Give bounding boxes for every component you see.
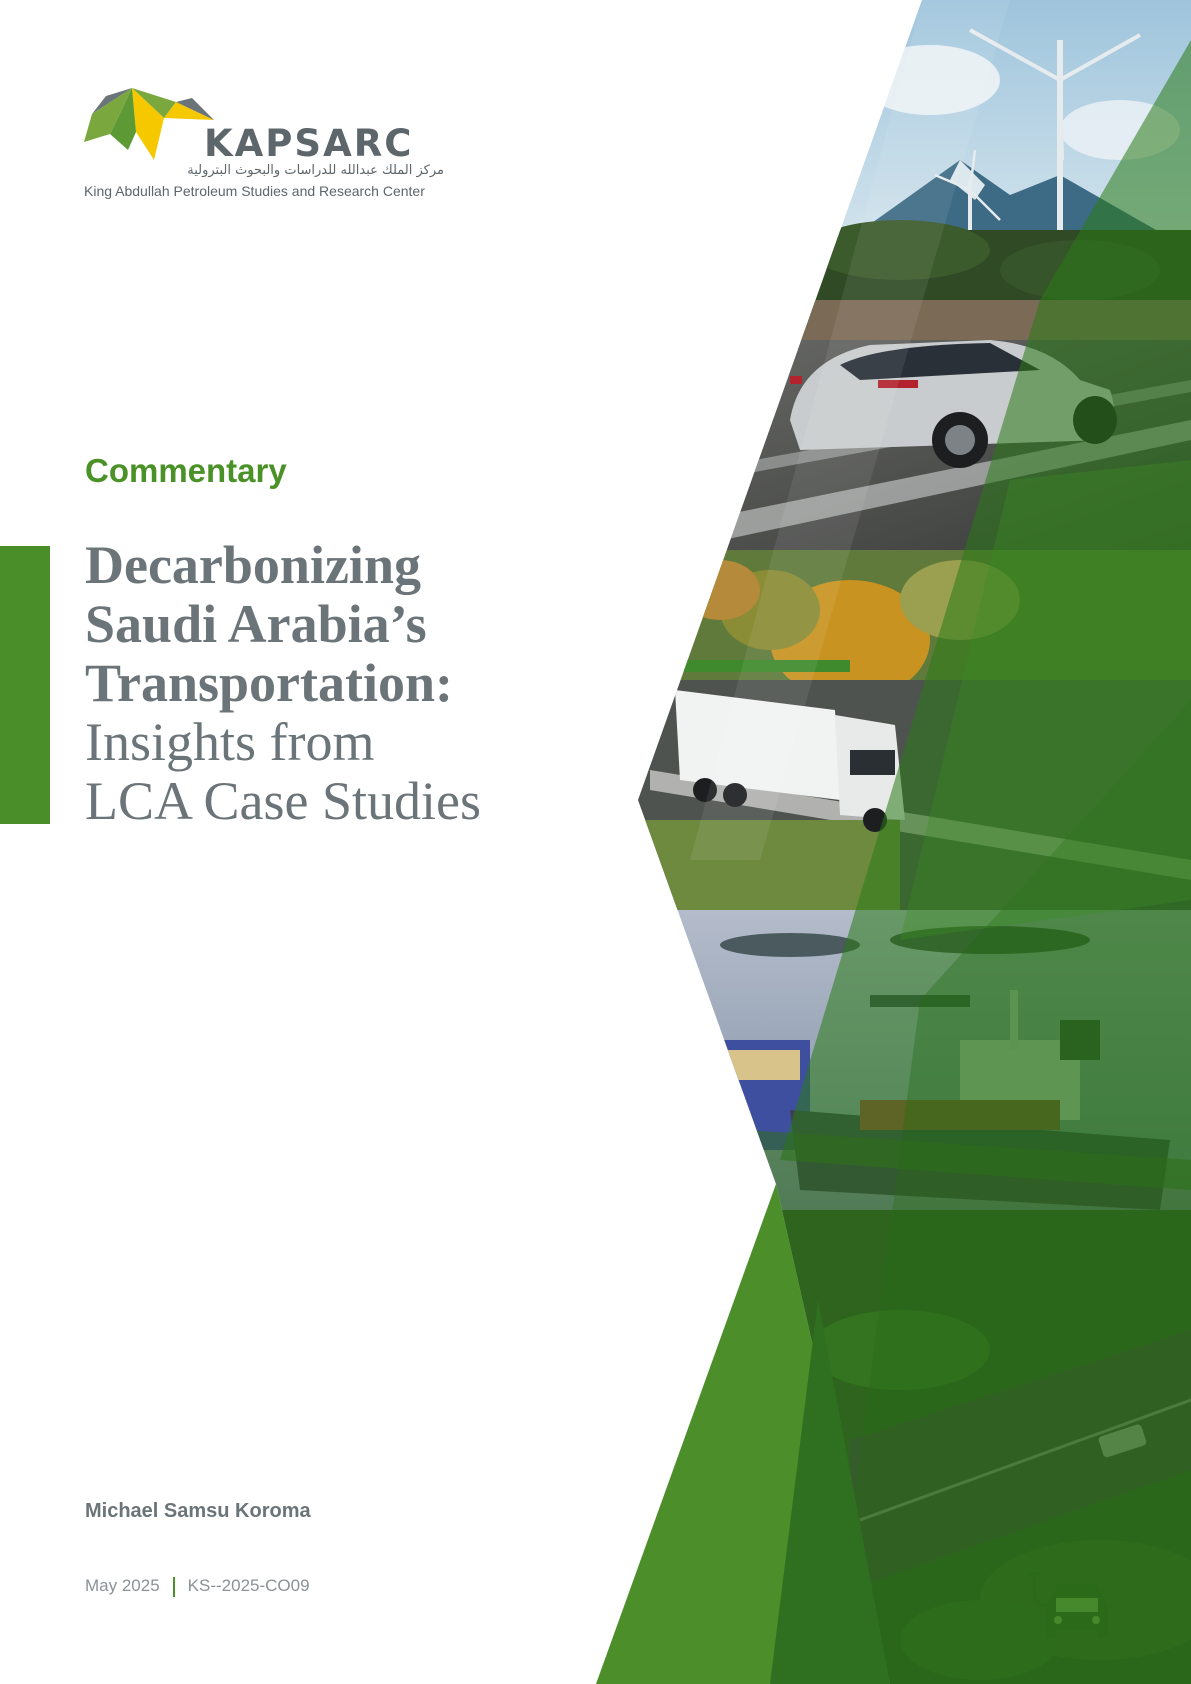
logo-arabic-name: مركز الملك عبدالله للدراسات والبحوث البترولية — [187, 163, 444, 178]
author-name: Michael Samsu Koroma — [85, 1500, 311, 1522]
publication-meta — [85, 1576, 310, 1597]
logo-english-name: King Abdullah Petroleum Studies and Research Center — [84, 183, 425, 199]
logo-mark-icon — [84, 84, 214, 164]
document-reference: KS--2025-CO09 — [187, 1576, 310, 1595]
publication-date: May 2025 — [85, 1576, 160, 1595]
document-type: Commentary — [85, 452, 287, 489]
logo-wordmark: KAPSARC — [204, 122, 414, 165]
title-line: Saudi Arabia’s — [85, 594, 427, 654]
subtitle-line: LCA Case Studies — [85, 771, 482, 831]
accent-bar — [0, 546, 50, 824]
title-line: Transportation: — [85, 653, 454, 713]
title-line: Decarbonizing — [85, 535, 421, 595]
meta-divider — [173, 1577, 175, 1597]
page-title — [85, 536, 645, 831]
subtitle-line: Insights from — [85, 712, 375, 772]
kapsarc-logo — [84, 84, 454, 204]
